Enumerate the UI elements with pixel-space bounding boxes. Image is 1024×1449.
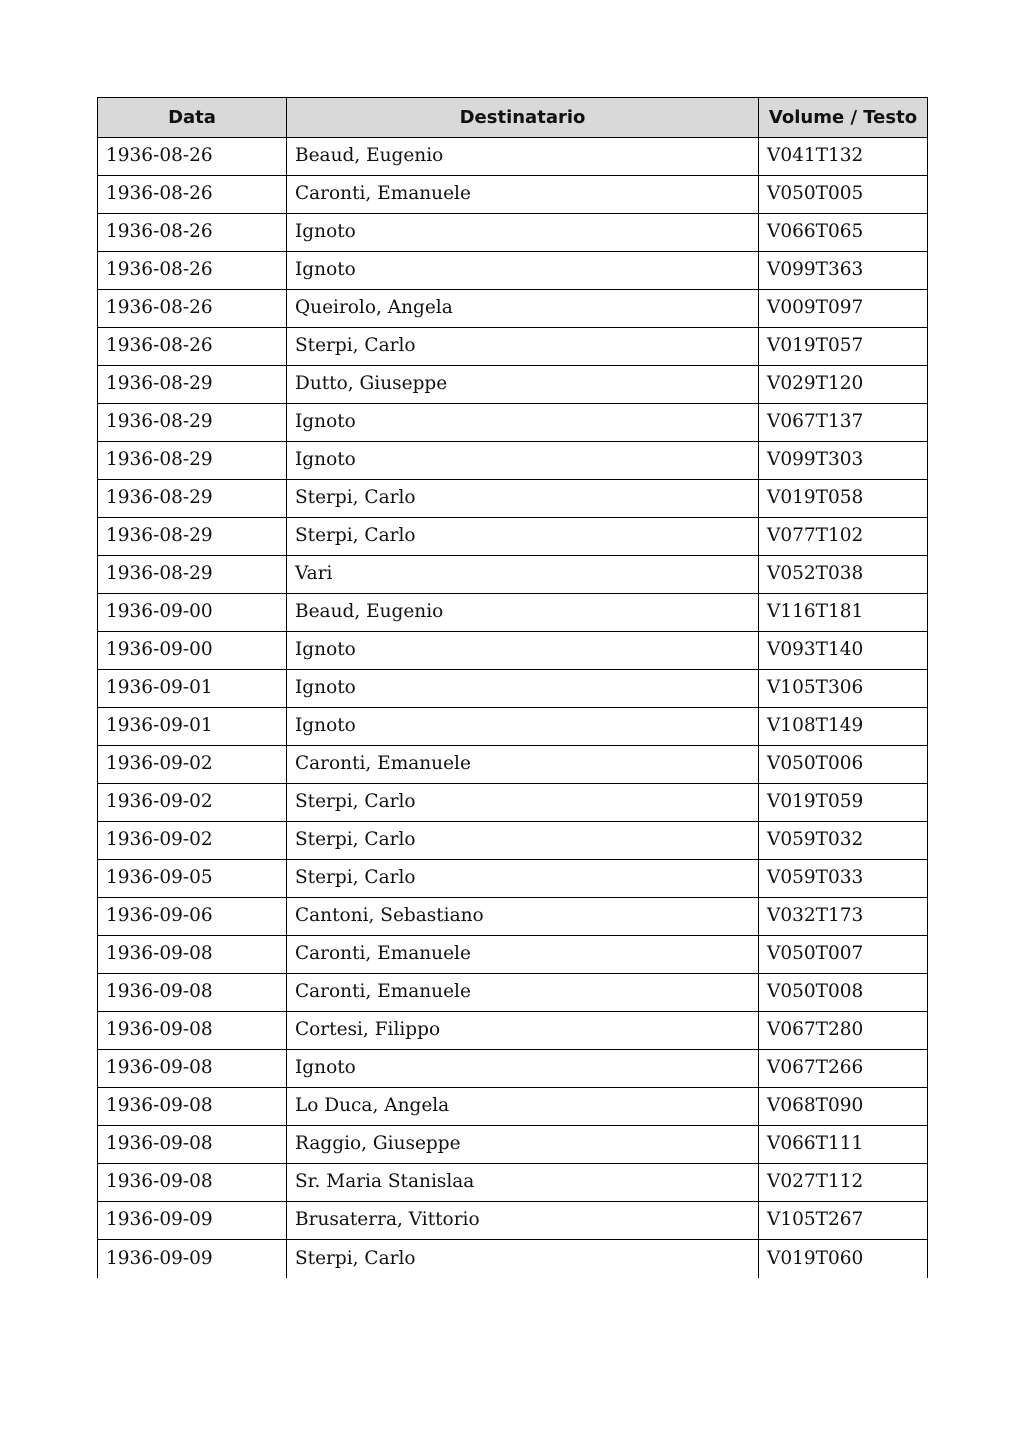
cell-recipient: Queirolo, Angela: [287, 290, 759, 328]
table-row: [98, 556, 928, 594]
cell-recipient: Ignoto: [287, 252, 759, 290]
cell-date: 1936-08-26: [98, 176, 287, 214]
cell-recipient: Sterpi, Carlo: [287, 822, 759, 860]
cell-recipient: Caronti, Emanuele: [287, 974, 759, 1012]
cell-recipient: Ignoto: [287, 1050, 759, 1088]
cell-recipient: Ignoto: [287, 632, 759, 670]
table-row: [98, 898, 928, 936]
table-row: [98, 670, 928, 708]
cell-volume: V019T059: [759, 784, 928, 822]
cell-date: 1936-09-02: [98, 822, 287, 860]
cell-recipient: Beaud, Eugenio: [287, 138, 759, 176]
cell-date: 1936-08-26: [98, 290, 287, 328]
cell-recipient: Vari: [287, 556, 759, 594]
cell-date: 1936-08-29: [98, 480, 287, 518]
header-volume: Volume / Testo: [759, 98, 928, 138]
cell-recipient: Sterpi, Carlo: [287, 1240, 759, 1278]
cell-date: 1936-08-29: [98, 442, 287, 480]
cell-date: 1936-09-08: [98, 936, 287, 974]
cell-volume: V032T173: [759, 898, 928, 936]
table-row: [98, 518, 928, 556]
table-row: [98, 1240, 928, 1278]
table-row: [98, 860, 928, 898]
cell-date: 1936-09-01: [98, 670, 287, 708]
cell-recipient: Caronti, Emanuele: [287, 936, 759, 974]
cell-volume: V052T038: [759, 556, 928, 594]
letters-table: [97, 97, 928, 1278]
cell-date: 1936-08-29: [98, 404, 287, 442]
cell-date: 1936-09-08: [98, 1050, 287, 1088]
cell-recipient: Ignoto: [287, 708, 759, 746]
cell-volume: V050T006: [759, 746, 928, 784]
cell-volume: V027T112: [759, 1164, 928, 1202]
cell-date: 1936-09-08: [98, 1088, 287, 1126]
cell-date: 1936-09-09: [98, 1240, 287, 1278]
table-header: [98, 98, 928, 138]
table-row: [98, 442, 928, 480]
table-row: [98, 784, 928, 822]
cell-date: 1936-09-02: [98, 746, 287, 784]
cell-date: 1936-09-06: [98, 898, 287, 936]
cell-recipient: Dutto, Giuseppe: [287, 366, 759, 404]
table-row: [98, 480, 928, 518]
table-row: [98, 176, 928, 214]
cell-recipient: Beaud, Eugenio: [287, 594, 759, 632]
cell-recipient: Ignoto: [287, 404, 759, 442]
cell-date: 1936-08-26: [98, 252, 287, 290]
cell-date: 1936-09-08: [98, 974, 287, 1012]
cell-volume: V009T097: [759, 290, 928, 328]
cell-volume: V068T090: [759, 1088, 928, 1126]
cell-date: 1936-09-05: [98, 860, 287, 898]
cell-date: 1936-08-26: [98, 138, 287, 176]
table-row: [98, 708, 928, 746]
table-row: [98, 1202, 928, 1240]
table-row: [98, 290, 928, 328]
cell-recipient: Sterpi, Carlo: [287, 784, 759, 822]
table-row: [98, 214, 928, 252]
cell-volume: V066T111: [759, 1126, 928, 1164]
table-row: [98, 936, 928, 974]
table-row: [98, 1012, 928, 1050]
cell-date: 1936-09-09: [98, 1202, 287, 1240]
cell-recipient: Caronti, Emanuele: [287, 746, 759, 784]
cell-date: 1936-09-08: [98, 1126, 287, 1164]
header-recipient: Destinatario: [287, 98, 759, 138]
cell-volume: V019T057: [759, 328, 928, 366]
table-row: [98, 746, 928, 784]
cell-date: 1936-09-02: [98, 784, 287, 822]
table-row: [98, 594, 928, 632]
cell-volume: V019T058: [759, 480, 928, 518]
cell-volume: V050T008: [759, 974, 928, 1012]
cell-recipient: Lo Duca, Angela: [287, 1088, 759, 1126]
cell-recipient: Sterpi, Carlo: [287, 480, 759, 518]
cell-volume: V093T140: [759, 632, 928, 670]
table-row: [98, 138, 928, 176]
cell-recipient: Brusaterra, Vittorio: [287, 1202, 759, 1240]
cell-date: 1936-09-00: [98, 632, 287, 670]
table-row: [98, 1088, 928, 1126]
cell-volume: V041T132: [759, 138, 928, 176]
cell-recipient: Raggio, Giuseppe: [287, 1126, 759, 1164]
cell-recipient: Cantoni, Sebastiano: [287, 898, 759, 936]
cell-volume: V019T060: [759, 1240, 928, 1278]
cell-volume: V108T149: [759, 708, 928, 746]
table-row: [98, 404, 928, 442]
cell-volume: V099T363: [759, 252, 928, 290]
cell-volume: V105T267: [759, 1202, 928, 1240]
table-row: [98, 252, 928, 290]
cell-recipient: Ignoto: [287, 442, 759, 480]
cell-volume: V067T280: [759, 1012, 928, 1050]
cell-volume: V099T303: [759, 442, 928, 480]
cell-recipient: Cortesi, Filippo: [287, 1012, 759, 1050]
cell-date: 1936-08-29: [98, 366, 287, 404]
cell-volume: V059T032: [759, 822, 928, 860]
cell-volume: V066T065: [759, 214, 928, 252]
cell-date: 1936-09-01: [98, 708, 287, 746]
cell-volume: V029T120: [759, 366, 928, 404]
cell-volume: V050T005: [759, 176, 928, 214]
cell-date: 1936-09-08: [98, 1164, 287, 1202]
table-row: [98, 328, 928, 366]
cell-volume: V067T266: [759, 1050, 928, 1088]
cell-date: 1936-08-26: [98, 214, 287, 252]
cell-recipient: Caronti, Emanuele: [287, 176, 759, 214]
table-row: [98, 632, 928, 670]
cell-date: 1936-08-29: [98, 518, 287, 556]
table-row: [98, 1050, 928, 1088]
table-row: [98, 1164, 928, 1202]
cell-recipient: Sterpi, Carlo: [287, 860, 759, 898]
cell-volume: V077T102: [759, 518, 928, 556]
table-row: [98, 1126, 928, 1164]
cell-date: 1936-09-00: [98, 594, 287, 632]
cell-volume: V067T137: [759, 404, 928, 442]
cell-recipient: Sterpi, Carlo: [287, 518, 759, 556]
table-row: [98, 366, 928, 404]
cell-recipient: Ignoto: [287, 670, 759, 708]
header-date: Data: [98, 98, 287, 138]
cell-volume: V116T181: [759, 594, 928, 632]
table-row: [98, 974, 928, 1012]
cell-volume: V050T007: [759, 936, 928, 974]
cell-recipient: Sterpi, Carlo: [287, 328, 759, 366]
cell-date: 1936-09-08: [98, 1012, 287, 1050]
cell-volume: V105T306: [759, 670, 928, 708]
table-body: [98, 138, 928, 1278]
cell-recipient: Ignoto: [287, 214, 759, 252]
table-row: [98, 822, 928, 860]
cell-date: 1936-08-26: [98, 328, 287, 366]
cell-date: 1936-08-29: [98, 556, 287, 594]
header-row: [98, 98, 928, 138]
cell-recipient: Sr. Maria Stanislaa: [287, 1164, 759, 1202]
cell-volume: V059T033: [759, 860, 928, 898]
